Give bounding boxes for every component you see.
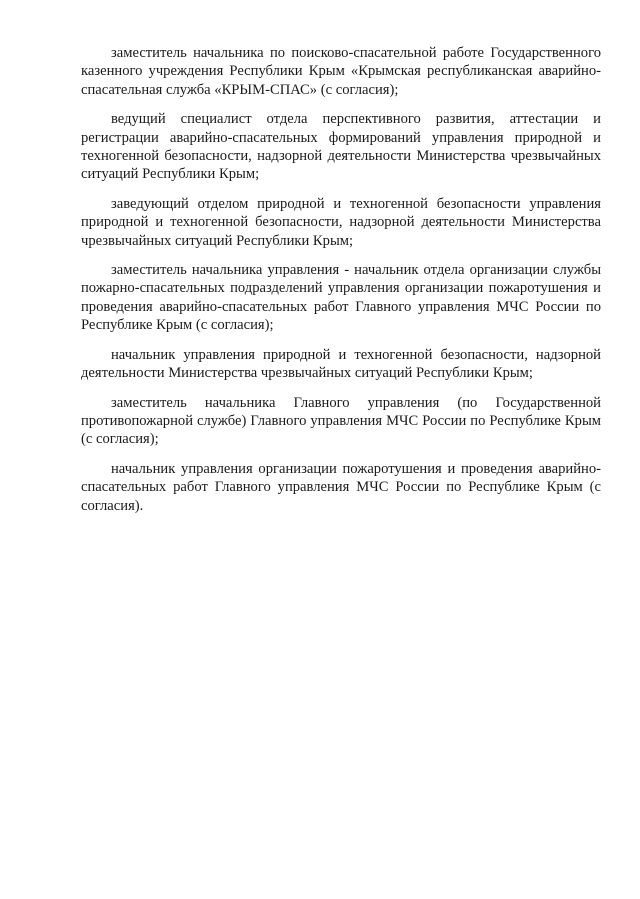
paragraph-head-of-department: заведующий отделом природной и техногенной безопасности управления природной и техногенной безопасности, надзорной деятельности Министерства чрезвычайных ситуаций Республики Крым;	[81, 195, 601, 249]
paragraph-head-of-safety-directorate: начальник управления природной и техногенной безопасности, надзорной деятельности Министерства чрезвычайных ситуаций Республики Крым;	[81, 346, 601, 382]
paragraph-deputy-head-fire-rescue: заместитель начальника управления - начальник отдела организации службы пожарно-спасательных подразделений управления организации пожаротушения и проведения аварийно-спасательных работ Главного управления МЧС России по Республике Крым (с согласия);	[81, 262, 601, 334]
paragraph-head-firefighting-directorate: начальник управления организации пожаротушения и проведения аварийно-спасательных работ Главного управления МЧС России по Республике Крым (с согласия).	[81, 460, 601, 514]
paragraph-deputy-head-main-directorate: заместитель начальника Главного управления (по Государственной противопожарной службе) Главного управления МЧС России по Республике Крым (с согласия);	[81, 394, 601, 448]
paragraph-deputy-head-search-rescue: заместитель начальника по поисково-спасательной работе Государственного казенного учреждения Республики Крым «Крымская республиканская аварийно-спасательная служба «КРЫМ-СПАС» (с согласия);	[81, 45, 601, 98]
paragraph-lead-specialist: ведущий специалист отдела перспективного развития, аттестации и регистрации аварийно-спасательных формирований управления природной и техногенной безопасности, надзорной деятельности Министерства чрезвычайных ситуаций Республики Крым;	[81, 111, 601, 183]
document-body	[81, 44, 601, 526]
